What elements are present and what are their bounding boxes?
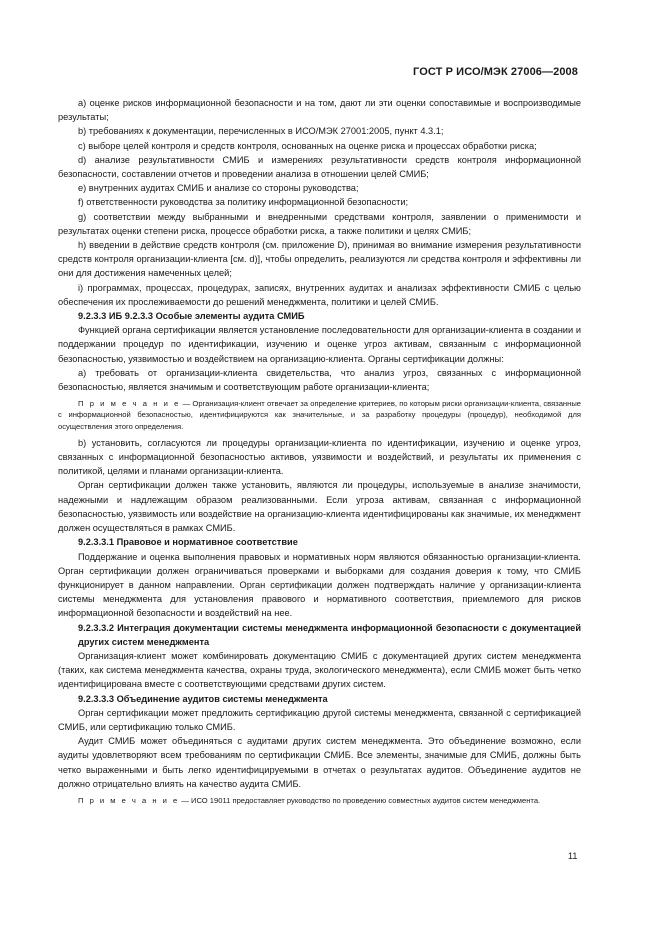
section-9233-item-b: b) установить, согласуются ли процедуры организации-клиента по идентификации, изучению и оценке угроз, связанных с информационной безопасностью активов, уязвимости и воздействий, и результаты их применения с политикой, целями и планами организации-клиента. bbox=[58, 437, 581, 477]
note-text: — Организация-клиент отвечает за определение критериев, по которым риски организации-клиента, связанные с информационной безопасностью, идентифицируются как значительные, и за разработку процедуры (процедур), необходимой для осуществления этого определения. bbox=[58, 399, 581, 431]
document-code-header: ГОСТ Р ИСО/МЭК 27006—2008 bbox=[413, 66, 578, 78]
note-label: П р и м е ч а н и е bbox=[78, 399, 181, 409]
section-9233-item-a: a) требовать от организации-клиента свидетельства, что анализ угроз, связанных с информационной безопасностью, является значимым и соответствующим работе организации-клиента; bbox=[58, 367, 581, 393]
note-9233 bbox=[58, 398, 581, 432]
list-item-f: f) ответственности руководства за политику информационной безопасности; bbox=[78, 197, 409, 208]
section-92333-text1: Орган сертификации может предложить сертификацию другой системы менеджмента, связанной с сертификацией СМИБ, или сертификацию только СМИБ. bbox=[58, 707, 581, 732]
list-item-b: b) требованиях к документации, перечисленных в ИСО/МЭК 27001:2005, пункт 4.3.1; bbox=[78, 126, 444, 137]
list-item-d: d) анализе результативности СМИБ и измерениях результативности средств контроля информационной безопасности, составлении отчетов и проведении анализа в отношении целей СМИБ; bbox=[58, 154, 581, 180]
section-92332-text: Организация-клиент может комбинировать документацию СМИБ с документацией других систем менеджмента (таких, как система менеджмента качества, охраны труда, экологического менеджмента), если СМИБ может быть четко идентифицирована вместе с соответствующими средствами других систем. bbox=[58, 650, 581, 690]
list-item-a: a) оценке рисков информационной безопасности и на том, дают ли эти оценки сопоставимые и воспроизводимые результаты; bbox=[58, 98, 581, 123]
section-heading-92332: 9.2.3.3.2 Интеграция документации системы менеджмента информационной безопасности с документацией других систем менеджмента bbox=[78, 622, 581, 647]
page-number: 11 bbox=[568, 851, 578, 861]
section-heading-92331: 9.2.3.3.1 Правовое и нормативное соответствие bbox=[78, 537, 298, 548]
list-item-g: g) соответствии между выбранными и внедренными средствами контроля, заявлении о применимости и результатах оценки степени риска, процессе обработки риска, а также политики и целях СМИБ; bbox=[58, 211, 581, 236]
note-label: П р и м е ч а н и е bbox=[78, 795, 180, 805]
list-item-h: h) введении в действие средств контроля (см. приложение D), принимая во внимание измерения результативности средств контроля организации-клиента [см. d)], чтобы определить, реализуются ли средства контроля и эффективны ли они для достижения намеченных целей; bbox=[58, 240, 581, 279]
list-item-e: e) внутренних аудитах СМИБ и анализе со стороны руководства; bbox=[78, 183, 359, 194]
section-92331-text: Поддержание и оценка выполнения правовых и нормативных норм являются обязанностью организации-клиента. Орган сертификации должен ограничиваться проверками и выборками для создания доверия к тому, что СМИБ функционирует в данном направлении. Орган сертификации должен подтверждать наличие у организации-клиента системы менеджмента для установления правового и нормативного соответствия, приемлемого для рисков информационной безопасности и воздействий на нее. bbox=[58, 551, 581, 619]
section-9233-paragraph: Орган сертификации должен также установить, являются ли процедуры, используемые в анализе значимости, надежными и надлежащим образом реализованными. Если угроза активам, связанная с информационной безопасностью, уязвимость или воздействие на организацию-клиента идентифицированы как значимые, их менеджмент должен осуществляться в рамках СМИБ. bbox=[58, 480, 581, 534]
list-item-i: i) программах, процессах, процедурах, записях, внутренних аудитах и анализах эффективности СМИБ с целью обеспечения их прослеживаемости до решений менеджмента, политики и целей СМИБ. bbox=[58, 282, 581, 307]
note-92333 bbox=[58, 795, 581, 806]
section-92333-text2: Аудит СМИБ может объединяться с аудитами других систем менеджмента. Это объединение возможно, если аудиты удовлетворяют всем требованиям по сертификации СМИБ. Все элементы, значимые для СМИБ, должны быть четко выраженными и быть легко идентифицируемыми в отчетах о результатах аудитов. Объединение аудитов не должно отрицательно влиять на качество аудита СМИБ. bbox=[58, 736, 581, 789]
note-text: — ИСО 19011 предоставляет руководство по проведению совместных аудитов систем менеджмента. bbox=[179, 795, 541, 805]
section-heading-92333: 9.2.3.3.3 Объединение аудитов системы менеджмента bbox=[78, 693, 328, 704]
section-heading-9233: 9.2.3.3 ИБ 9.2.3.3 Особые элементы аудита СМИБ bbox=[78, 311, 305, 322]
list-item-c: c) выборе целей контроля и средств контроля, основанных на оценке риска и процессах обработки риска; bbox=[78, 140, 537, 151]
document-body bbox=[58, 96, 581, 810]
section-9233-intro: Функцией органа сертификации является установление последовательности для организации-клиента в создании и поддержании процедур по идентификации, изучению и оценке угроз активам, связанным с информационной безопасностью, уязвимостью и воздействием на организацию-клиента. Органы сертификации должны: bbox=[58, 325, 581, 364]
